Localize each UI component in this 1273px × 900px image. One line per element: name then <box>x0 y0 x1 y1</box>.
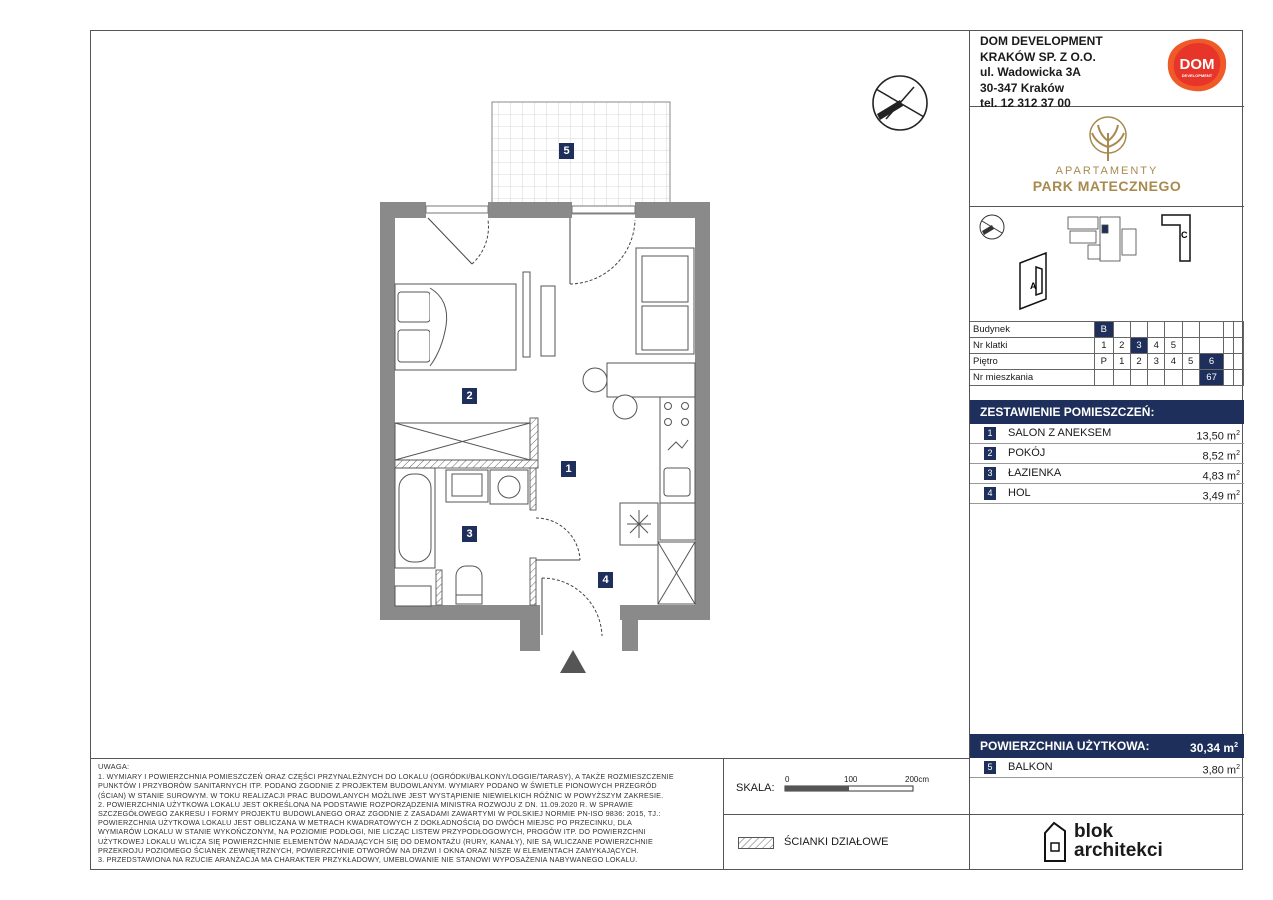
room-tag-5: 5 <box>559 143 574 159</box>
balcony-row <box>970 758 1244 778</box>
side-panel <box>969 30 1243 870</box>
legend-block <box>724 814 970 870</box>
total-area-label: POWIERZCHNIA UŻYTKOWA: <box>980 739 1150 753</box>
balcony-doors <box>428 218 635 284</box>
room-area: 8,52 $m^2$ <box>1202 450 1240 463</box>
room-name: POKÓJ <box>1008 447 1046 459</box>
room-number: 4 <box>984 487 996 500</box>
klatka-row <box>970 338 1244 354</box>
mieszkanie-label: Nr mieszkania <box>970 370 1095 386</box>
company-legal: KRAKÓW SP. Z O.O. <box>980 49 1096 64</box>
architect-block <box>970 814 1244 870</box>
pietro-cell: P <box>1095 354 1114 370</box>
room-row <box>970 484 1244 504</box>
room-number: 3 <box>984 467 996 480</box>
interior-doors <box>536 518 602 636</box>
budynek-label: Budynek <box>970 322 1095 338</box>
note-line: PUNKTÓW I PRZYBORÓW SANITARNYCH ITP. PODANO ZGODNIE Z PROJEKTEM BUDOWLANYM. WYMIARY PODANO W ŚWIETLE PIONOWYCH PRZEGRÓD <box>98 781 657 791</box>
note-line: 3. PRZEDSTAWIONA NA RZUCIE ARANŻACJA MA CHARAKTER PRZYKŁADOWY, UMEBLOWANIE NIE STANOWI WYPOSAŻENIA NABYWANEGO LOKALU. <box>98 855 638 865</box>
room-name: HOL <box>1008 487 1031 499</box>
balcony-floor <box>492 102 670 214</box>
note-line: POWIERZCHNIA UŻYTKOWA LOKALU JEST OBLICZANA W METRACH KWADRATOWYCH Z DOKŁADNOŚCIĄ DO DWÓCH MIEJSC PO PRZECINKU, DLA <box>98 818 633 828</box>
dom-logo-icon <box>1164 37 1228 93</box>
scale-label: SKALA: <box>736 782 775 794</box>
company-city: 30-347 Kraków <box>980 80 1065 95</box>
pietro-cell-selected: 6 <box>1199 354 1224 370</box>
pietro-cell: 4 <box>1165 354 1182 370</box>
pietro-cell: 3 <box>1148 354 1165 370</box>
total-area-bar <box>970 734 1244 758</box>
tree-logo-icon <box>1086 115 1130 163</box>
room-number: 1 <box>984 427 996 440</box>
project-brand <box>970 107 1244 207</box>
klatka-cell: 4 <box>1148 338 1165 354</box>
site-map-icon <box>1068 217 1136 261</box>
room-row <box>970 464 1244 484</box>
scale-bar <box>784 785 914 793</box>
hatch-swatch-icon <box>738 837 774 849</box>
notes-heading: UWAGA: <box>98 762 130 771</box>
floor-plan-drawing <box>90 30 970 758</box>
room-tag-2: 2 <box>462 388 477 404</box>
note-line: UŻYTKOWEJ LOKALU WLICZA SIĘ POWIERZCHNIE ELEMENTÓW NADAJĄCYCH SIĘ DO DEMONTAŻU (RURY, KANAŁY), NIE SĄ WLICZANE POWIERZCHNIE <box>98 836 653 846</box>
klatka-cell-selected: 3 <box>1130 338 1147 354</box>
architect-line-2: architekci <box>1074 840 1163 861</box>
north-arrow-icon <box>873 76 927 130</box>
note-line: PRZEKROJU POZIOMEGO ŚCIANEK ZEWNĘTRZNYCH, POWIERZCHNIE OTWORÓW NA DRZWI I OKNA ORAZ NISZE W ELEMENTACH ZAMYKAJĄCYCH. <box>98 845 639 855</box>
building-a-label: A <box>1030 281 1037 291</box>
room-tag-3: 3 <box>462 526 477 542</box>
note-line: 1. WYMIARY I POWIERZCHNIA POMIESZCZEŃ ORAZ CZĘŚCI PRZYNALEŻNYCH DO LOKALU (OGRÓDKI/BALKONY/LOGGIE/TARASY), A TAKŻE ROZMIESZCZENIE <box>98 772 674 782</box>
room-row <box>970 424 1244 444</box>
note-line: 2. POWIERZCHNIA UŻYTKOWA LOKALU JEST OKREŚLONA NA PODSTAWIE ROZPORZĄDZENIA MINISTRA ROZWOJU Z DN. 11.09.2020 R. W SPRAWIE <box>98 799 633 809</box>
balcony-name: BALKON <box>1008 761 1053 773</box>
pietro-cell: 5 <box>1182 354 1199 370</box>
blok-logo-icon <box>1042 821 1068 865</box>
pietro-cell: 2 <box>1130 354 1147 370</box>
wardrobe-icon <box>395 423 530 460</box>
scale-tick-100: 100 <box>844 775 858 784</box>
note-line: SZCZEGÓŁOWEGO ZAKRESU I FORMY PROJEKTU BUDOWLANEGO ORAZ ZGODNIE Z ZASADAMI ZAWARTYMI W POLSKIEJ NORMIE PN-ISO 9836: 2015, TJ.: <box>98 809 661 819</box>
klatka-cell: 2 <box>1113 338 1130 354</box>
note-line: (ŚCIAN) W STANIE SUROWYM. W TOKU REALIZACJI PRAC BUDOWLANYCH MOŻLIWE JEST WYSTĄPIENIE NIEWIELKICH RÓŻNIC W POWYŻSZYM ZAKRESIE. <box>98 790 664 800</box>
budynek-value: B <box>1095 322 1114 338</box>
company-block <box>970 30 1244 110</box>
brand-line-1: APARTAMENTY <box>1055 165 1159 177</box>
balcony-area: 3,80 $m^2$ <box>1202 764 1240 777</box>
pietro-cell: 1 <box>1113 354 1130 370</box>
room-name: ŁAZIENKA <box>1008 467 1062 479</box>
dom-logo-text: DOM <box>1179 56 1215 73</box>
room-tag-4: 4 <box>598 572 613 588</box>
mieszkanie-row <box>970 370 1244 386</box>
klatka-cell: 1 <box>1095 338 1114 354</box>
kitchen-counter-icon <box>620 397 695 604</box>
room-area: 4,83 $m^2$ <box>1202 470 1240 483</box>
room-name: SALON Z ANEKSEM <box>1008 427 1112 439</box>
company-street: ul. Wadowicka 3A <box>980 65 1081 79</box>
balcony-row-wrap <box>970 758 1244 778</box>
scale-block <box>724 758 970 814</box>
budynek-row <box>970 322 1244 338</box>
legend-label: ŚCIANKI DZIAŁOWE <box>784 836 889 848</box>
scale-tick-0: 0 <box>785 775 790 784</box>
room-tag-1: 1 <box>561 461 576 477</box>
key-plan <box>970 207 1244 321</box>
mieszkanie-value: 67 <box>1199 370 1224 386</box>
key-compass-icon <box>980 215 1004 239</box>
sofa-icon <box>636 248 694 354</box>
pietro-row <box>970 354 1244 370</box>
klatka-label: Nr klatki <box>970 338 1095 354</box>
room-area: 3,49 $m^2$ <box>1202 490 1240 503</box>
room-area: 13,50 $m^2$ <box>1196 430 1240 443</box>
rooms-section-title: ZESTAWIENIE POMIESZCZEŃ: <box>970 400 1244 424</box>
pietro-label: Piętro <box>970 354 1095 370</box>
dom-logo-subtext: DEVELOPMENT <box>1181 73 1213 78</box>
room-row <box>970 444 1244 464</box>
unit-info-table <box>970 321 1244 386</box>
klatka-cell: 5 <box>1165 338 1182 354</box>
balcony-number: 5 <box>984 761 996 774</box>
rooms-list <box>970 424 1244 504</box>
brand-line-2: PARK MATECZNEGO <box>1032 178 1182 194</box>
floor-plan <box>90 30 970 758</box>
total-area-value: 30,34 $m^2$ <box>1190 741 1238 755</box>
architect-line-1: blok <box>1074 821 1114 842</box>
key-plan-drawing <box>970 207 1244 321</box>
bed-icon <box>395 272 555 370</box>
company-name: DOM DEVELOPMENT <box>980 34 1103 48</box>
building-c-label: C <box>1181 230 1188 240</box>
company-phone: tel. 12 312 37 00 <box>980 96 1071 110</box>
note-line: WYMIARÓW LOKALU W STANIE WYKOŃCZONYM, NA POZIOMIE PODŁOGI, NIE LICZĄC LISTEW PRZYPODŁOGOWYCH, PROGÓW ITP. DO POWIERZCHNI <box>98 827 646 837</box>
entrance-arrow-icon <box>560 650 586 673</box>
notes-block <box>90 758 724 870</box>
scale-tick-200: 200cm <box>905 775 930 784</box>
room-number: 2 <box>984 447 996 460</box>
